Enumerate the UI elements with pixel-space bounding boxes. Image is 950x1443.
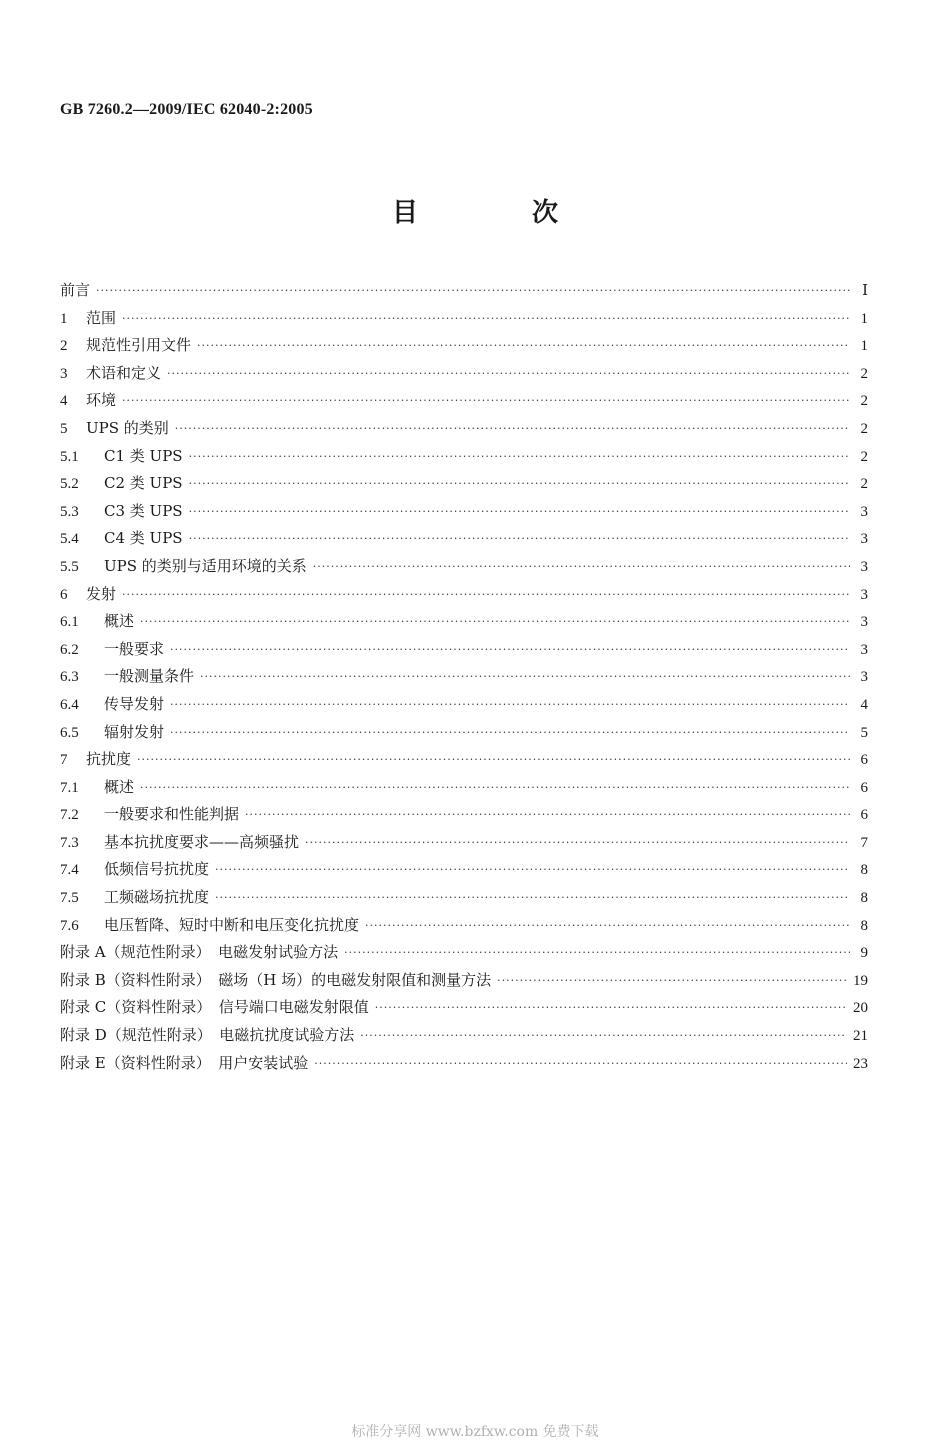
toc-entry[interactable] <box>60 610 868 638</box>
toc-entry-page: 6 <box>860 752 868 769</box>
toc-leader-dots <box>140 615 850 628</box>
toc-entry-page: 8 <box>860 917 868 934</box>
toc-entry-page: 2 <box>860 420 868 437</box>
toc-entry-page: 3 <box>860 614 868 631</box>
toc-entry-number: 3 <box>60 365 68 382</box>
toc-entry-label: 附录 A（规范性附录） 电磁发射试验方法 <box>60 943 339 962</box>
toc-entry-number: 6.5 <box>60 724 79 741</box>
toc-leader-dots <box>189 477 850 490</box>
toc-entry-label: 一般要求和性能判据 <box>104 805 240 824</box>
toc-entry[interactable] <box>60 1052 868 1080</box>
toc-leader-dots <box>122 588 850 601</box>
table-of-contents <box>60 279 868 1079</box>
toc-entry[interactable] <box>60 693 868 721</box>
toc-entry-number: 7.5 <box>60 890 79 907</box>
toc-entry-number: 7.4 <box>60 862 79 879</box>
toc-entry-page: 3 <box>860 669 868 686</box>
toc-entry[interactable] <box>60 472 868 500</box>
toc-entry[interactable] <box>60 445 868 473</box>
toc-entry-label: 传导发射 <box>104 694 165 713</box>
toc-entry-page: 1 <box>860 310 868 327</box>
toc-entry-number: 6.1 <box>60 614 79 631</box>
toc-entry[interactable] <box>60 748 868 776</box>
watermark-footer: 标准分享网 www.bzfxw.com 免费下载 <box>351 1424 599 1440</box>
toc-leader-dots <box>215 863 850 876</box>
toc-leader-dots <box>189 450 850 463</box>
toc-entry-number: 5.1 <box>60 448 79 465</box>
toc-entry-label: 一般测量条件 <box>104 667 195 686</box>
toc-entry-label: 辐射发射 <box>104 722 165 741</box>
toc-entry[interactable] <box>60 803 868 831</box>
toc-entry-number: 5.2 <box>60 476 79 493</box>
toc-entry-page: 8 <box>860 890 868 907</box>
toc-leader-dots <box>344 946 850 959</box>
toc-entry-label: C2 类 UPS <box>104 474 183 493</box>
toc-entry[interactable] <box>60 417 868 445</box>
toc-entry[interactable] <box>60 996 868 1024</box>
toc-entry-label: 基本抗扰度要求——高频骚扰 <box>104 832 300 851</box>
toc-entry-label: 抗扰度 <box>86 750 132 769</box>
toc-entry-page: 2 <box>860 448 868 465</box>
toc-leader-dots <box>170 726 850 739</box>
toc-entry-number: 1 <box>60 310 68 327</box>
toc-leader-dots <box>305 836 850 849</box>
toc-entry-label: 附录 C（资料性附录） 信号端口电磁发射限值 <box>60 998 369 1017</box>
toc-entry-page: 3 <box>860 503 868 520</box>
toc-entry-label: 发射 <box>86 584 117 603</box>
toc-entry-number: 5.4 <box>60 531 79 548</box>
toc-entry-number: 6.2 <box>60 641 79 658</box>
toc-entry-label: 概述 <box>104 777 135 796</box>
toc-entry-page: 2 <box>860 476 868 493</box>
toc-entry-label: UPS 的类别 <box>86 418 169 437</box>
toc-entry-page: 21 <box>853 1028 868 1045</box>
toc-entry[interactable] <box>60 638 868 666</box>
toc-entry-page: 3 <box>860 558 868 575</box>
toc-entry-page: 2 <box>860 365 868 382</box>
toc-entry[interactable] <box>60 776 868 804</box>
toc-leader-dots <box>197 339 850 352</box>
toc-leader-dots <box>245 808 850 821</box>
toc-entry-page: 8 <box>860 862 868 879</box>
toc-leader-dots <box>140 781 850 794</box>
toc-leader-dots <box>497 974 847 987</box>
toc-entry-page: 9 <box>860 945 868 962</box>
toc-leader-dots <box>189 505 850 518</box>
toc-entry[interactable] <box>60 500 868 528</box>
toc-entry-number: 7.2 <box>60 807 79 824</box>
toc-leader-dots <box>137 753 850 766</box>
toc-entry-label: 附录 B（资料性附录） 磁场（H 场）的电磁发射限值和测量方法 <box>60 970 492 989</box>
toc-leader-dots <box>122 394 850 407</box>
toc-entry-page: 23 <box>853 1055 868 1072</box>
toc-entry-number: 5.5 <box>60 558 79 575</box>
toc-entry-page: 4 <box>860 696 868 713</box>
toc-entry[interactable] <box>60 831 868 859</box>
toc-leader-dots <box>96 284 850 297</box>
toc-entry-page: 5 <box>860 724 868 741</box>
toc-entry-label: 低频信号抗扰度 <box>104 860 210 879</box>
toc-leader-dots <box>189 532 850 545</box>
toc-entry-number: 7.6 <box>60 917 79 934</box>
toc-leader-dots <box>200 670 850 683</box>
toc-entry-number: 5.3 <box>60 503 79 520</box>
toc-entry-label: 概述 <box>104 612 135 631</box>
toc-entry-number: 4 <box>60 393 68 410</box>
toc-entry[interactable] <box>60 721 868 749</box>
toc-entry-number: 2 <box>60 338 68 355</box>
toc-entry-number: 6.4 <box>60 696 79 713</box>
toc-entry-label: 术语和定义 <box>86 363 162 382</box>
toc-entry-label: UPS 的类别与适用环境的关系 <box>104 556 307 575</box>
toc-entry[interactable] <box>60 665 868 693</box>
toc-leader-dots <box>360 1029 847 1042</box>
toc-entry[interactable] <box>60 307 868 335</box>
toc-entry-number: 6.3 <box>60 669 79 686</box>
toc-entry[interactable] <box>60 583 868 611</box>
toc-entry-page: 1 <box>860 338 868 355</box>
toc-entry[interactable] <box>60 555 868 583</box>
toc-entry-page: 20 <box>853 1000 868 1017</box>
toc-leader-dots <box>215 891 850 904</box>
toc-leader-dots <box>365 919 850 932</box>
toc-entry-number: 7 <box>60 752 68 769</box>
toc-entry[interactable] <box>60 362 868 390</box>
toc-entry[interactable] <box>60 389 868 417</box>
toc-entry[interactable] <box>60 527 868 555</box>
toc-leader-dots <box>375 1001 847 1014</box>
toc-leader-dots <box>170 698 850 711</box>
toc-entry-label: 环境 <box>86 391 117 410</box>
toc-entry-label: C4 类 UPS <box>104 529 183 548</box>
toc-entry-page: 19 <box>853 972 868 989</box>
toc-entry[interactable] <box>60 1024 868 1052</box>
toc-entry-number: 7.1 <box>60 779 79 796</box>
toc-leader-dots <box>170 643 850 656</box>
toc-entry-number: 5 <box>60 420 68 437</box>
toc-entry-page: 6 <box>860 779 868 796</box>
toc-entry[interactable] <box>60 886 868 914</box>
toc-entry-number: 7.3 <box>60 834 79 851</box>
page-title: 目 次 <box>391 198 602 228</box>
toc-entry-label: C1 类 UPS <box>104 446 183 465</box>
toc-entry-label: C3 类 UPS <box>104 501 183 520</box>
toc-entry[interactable] <box>60 334 868 362</box>
toc-leader-dots <box>175 422 850 435</box>
toc-entry-page: 2 <box>860 393 868 410</box>
toc-entry-page: 6 <box>860 807 868 824</box>
toc-entry[interactable] <box>60 858 868 886</box>
toc-entry-page: 3 <box>860 641 868 658</box>
toc-leader-dots <box>314 1057 847 1070</box>
toc-entry-label: 工频磁场抗扰度 <box>104 888 210 907</box>
toc-entry-label: 附录 E（资料性附录） 用户安装试验 <box>60 1053 309 1072</box>
toc-leader-dots <box>122 312 850 325</box>
document-header: GB 7260.2—2009/IEC 62040-2:2005 <box>60 101 313 118</box>
toc-leader-dots <box>167 367 850 380</box>
toc-entry-number: 6 <box>60 586 68 603</box>
toc-entry-label: 电压暂降、短时中断和电压变化抗扰度 <box>104 915 360 934</box>
toc-entry-label: 一般要求 <box>104 639 165 658</box>
toc-entry[interactable] <box>60 969 868 997</box>
toc-entry-label: 前言 <box>60 281 91 299</box>
toc-entry-label: 附录 D（规范性附录） 电磁抗扰度试验方法 <box>60 1026 355 1045</box>
toc-entry-label: 规范性引用文件 <box>86 336 192 355</box>
toc-entry-page: 3 <box>860 586 868 603</box>
toc-entry[interactable] <box>60 279 868 307</box>
toc-leader-dots <box>313 560 850 573</box>
toc-entry-page: Ⅰ <box>862 283 868 299</box>
toc-entry-label: 范围 <box>86 308 117 327</box>
toc-entry-page: 3 <box>860 531 868 548</box>
toc-entry[interactable] <box>60 941 868 969</box>
toc-entry-page: 7 <box>860 834 868 851</box>
toc-entry[interactable] <box>60 914 868 942</box>
